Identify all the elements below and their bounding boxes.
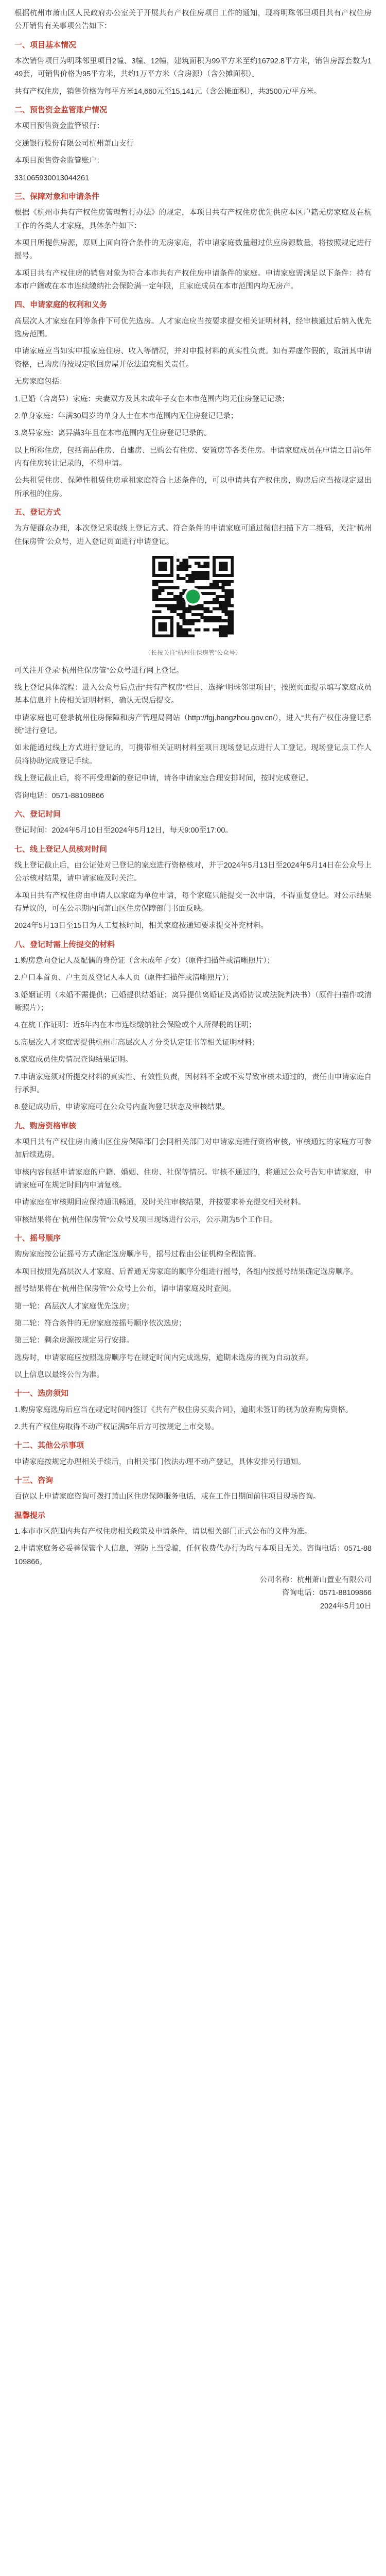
section-paragraph: 2.共有产权住房取得不动产权证满5年后方可按规定上市交易。	[14, 1423, 219, 1431]
section-paragraph: 线上登记截止后，由公证处对已登记的家庭进行资格核对，并于2024年5月13日至2024年5月14日在公众号上公示核对结果，请申请家庭及时关注。	[14, 861, 372, 883]
section-paragraph: 本项目共有产权住房由申请人以家庭为单位申请，每个家庭只能提交一次申请，不得重复登记。对公示结果有异议的，可在公示期内向萧山区住房保障部门书面反映。	[14, 891, 372, 913]
section-paragraph: 审核结果将在“杭州住保房管”公众号及项目现场进行公示，公示期为5个工作日。	[14, 1215, 277, 1224]
section-paragraph: 审核内容包括申请家庭的户籍、婚姻、住房、社保等情况。审核不通过的，将通过公众号告知申请家庭，申请家庭可在规定时间内申请复核。	[14, 1168, 372, 1190]
section-paragraph: 第一轮：高层次人才家庭优先选房；	[14, 1302, 134, 1311]
section-paragraph: 第二轮：符合条件的无房家庭按摇号顺序依次选房；	[14, 1319, 186, 1328]
section-paragraph: 2.单身家庭：年满30周岁的单身人士在本市范围内无住房登记记录；	[14, 412, 238, 420]
section-heading: 十一、选房须知	[14, 1389, 69, 1398]
section-heading: 一、项目基本情况	[14, 40, 77, 49]
registration-paragraph: 线上登记截止后，将不再受理新的登记申请，请各申请家庭合理安排时间，按时完成登记。	[14, 774, 313, 783]
section-paragraph: 1.购房意向登记人及配偶的身份证（含未成年子女）（原件扫描件或清晰照片）；	[14, 956, 275, 965]
section-paragraph: 2.户口本首页、户主页及登记人本人页（原件扫描件或清晰照片）；	[14, 974, 234, 982]
qr-code-block	[14, 553, 372, 658]
section-paragraph: 为方便群众办理，本次登记采取线上登记方式。符合条件的申请家庭可通过微信扫描下方二维码，关注“杭州住保房管”公众号，进入登记页面进行申请登记。	[14, 524, 372, 546]
section-paragraph: 3.离异家庭：离异满3年且在本市范围内无住房登记记录的。	[14, 429, 212, 438]
section-paragraph: 高层次人才家庭在同等条件下可优先选房。人才家庭应当按要求提交相关证明材料，经审核通过后纳入优先选房范围。	[14, 317, 372, 338]
section-paragraph: 百位以上申请家庭咨询可拨打萧山区住房保障服务电话，或在工作日期间前往项目现场咨询。	[14, 1493, 321, 1501]
section-paragraph: 2.申请家庭务必妥善保管个人信息，谨防上当受骗，任何收费代办行为均与本项目无关。咨询电话：0571-88109866。	[14, 1545, 372, 1566]
section-paragraph: 本项目所提供房源，原则上面向符合条件的无房家庭，若申请家庭数量超过供应房源数量，将按照规定进行摇号。	[14, 239, 372, 261]
section-heading: 三、保障对象和申请条件	[14, 192, 100, 201]
section-paragraph: 申请家庭应当如实申报家庭住房、收入等情况，并对申报材料的真实性负责。如有弄虚作假的，取消其申请资格，已购房的按规定收回房屋并依法追究相关责任。	[14, 347, 372, 369]
section-heading: 温馨提示	[14, 1511, 46, 1520]
section-paragraph: 公共租赁住房、保障性租赁住房承租家庭符合上述条件的，可以申请共有产权住房，购房后应当按规定退出所承租的住房。	[14, 477, 372, 498]
section-paragraph: 申请家庭按规定办理相关手续后，由相关部门依法办理不动产登记，具体安排另行通知。	[14, 1458, 306, 1466]
section-heading: 十三、咨询	[14, 1476, 54, 1485]
section-paragraph: 购房家庭按公证摇号方式确定选房顺序号，摇号过程由公证机构全程监督。	[14, 1250, 261, 1259]
section-paragraph: 本项目预售资金监管银行：	[14, 122, 104, 131]
section-paragraph: 摇号结果将在“杭州住保房管”公众号上公布，请申请家庭及时查阅。	[14, 1285, 236, 1294]
section-heading: 十、摇号顺序	[14, 1234, 61, 1243]
registration-details	[14, 665, 372, 803]
section-paragraph: 本项目共有产权住房的销售对象为符合本市共有产权住房申请条件的家庭。申请家庭需满足以下条件：持有本市户籍或在本市连续缴纳社会保险满一定年限，且家庭成员在本市范围内均无房产。	[14, 269, 372, 291]
section-paragraph: 申请家庭在审核期间应保持通讯畅通，及时关注审核结果，并按要求补充提交相关材料。	[14, 1198, 306, 1207]
section-paragraph: 本项目按照先高层次人才家庭、后普通无房家庭的顺序分组进行摇号，各组内按摇号结果确定选房顺序。	[14, 1267, 358, 1276]
qr-code-image[interactable]	[149, 553, 237, 640]
section-paragraph: 无房家庭包括：	[14, 378, 67, 386]
sections-part-one	[14, 39, 372, 549]
section-heading: 六、登记时间	[14, 809, 61, 819]
section-heading: 七、线上登记人员核对时间	[14, 844, 108, 854]
section-paragraph: 交通银行股份有限公司杭州萧山支行	[14, 139, 134, 148]
section-paragraph: 7.申请家庭须对所提交材料的真实性、有效性负责，因材料不全或不实导致审核未通过的，责任由申请家庭自行承担。	[14, 1073, 372, 1094]
qr-caption: （长按关注“杭州住保房管”公众号）	[145, 649, 241, 656]
registration-paragraph: 申请家庭也可登录杭州住房保障和房产管理局网站（http://fgj.hangzhou.gov.cn/），进入“共有产权住房登记系统”进行登记。	[14, 714, 372, 735]
section-paragraph: 1.购房家庭选房后应当在规定时间内签订《共有产权住房买卖合同》，逾期未签订的视为放弃购房资格。	[14, 1405, 353, 1414]
registration-paragraph: 可关注并登录“杭州住保房管”公众号进行网上登记。	[14, 666, 184, 675]
section-paragraph: 本项目预售资金监管账户：	[14, 157, 104, 165]
section-paragraph: 3.婚姻证明（未婚不需提供；已婚提供结婚证；离异提供离婚证及离婚协议或法院判决书）（原件扫描件或清晰照片）；	[14, 991, 372, 1012]
section-heading: 十二、其他公示事项	[14, 1441, 84, 1450]
section-paragraph: 本次销售项目为明珠邻里项目2幢、3幢、12幢，建筑面积为99平方米至约16792.8平方米，销售房源套数为149套，可销售价格为95平方米，共约1万平方米（含房源）（含公摊面积）。	[14, 57, 372, 79]
section-paragraph: 2024年5月13日至15日为人工复核时间，相关家庭按通知要求提交补充材料。	[14, 922, 269, 930]
section-heading: 五、登记方式	[14, 508, 61, 517]
section-paragraph: 331065930013044261	[14, 174, 90, 182]
section-paragraph: 1.已婚（含离异）家庭：夫妻双方及其未成年子女在本市范围内均无住房登记记录；	[14, 395, 290, 403]
section-paragraph: 4.在杭工作证明：近5年内在本市连续缴纳社会保险或个人所得税的证明；	[14, 1021, 256, 1030]
section-paragraph: 以上信息以最终公告为准。	[14, 1371, 104, 1379]
registration-paragraph: 咨询电话：0571-88109866	[14, 791, 104, 800]
section-heading: 四、申请家庭的权利和义务	[14, 300, 108, 310]
section-paragraph: 选房时，申请家庭应按照选房顺序号在规定时间内完成选房，逾期未选房的视为自动放弃。	[14, 1353, 313, 1362]
section-heading: 九、购房资格审核	[14, 1121, 77, 1130]
signature-date: 2024年5月10日	[320, 1602, 372, 1611]
section-paragraph: 1.本市市区范围内共有产权住房相关政策及申请条件，请以相关部门正式公布的文件为准。	[14, 1527, 312, 1536]
section-paragraph: 6.家庭成员住房情况查询结果证明。	[14, 1056, 133, 1064]
section-paragraph: 登记时间：2024年5月10日至2024年5月12日，每天9:00至17:00。	[14, 826, 233, 835]
section-paragraph: 8.登记成功后，申请家庭可在公众号内查询登记状态及审核结果。	[14, 1103, 230, 1112]
registration-paragraph: 线上登记具体流程：进入公众号后点击“共有产权房”栏目，选择“明珠邻里项目”，按照页面提示填写家庭成员基本信息并上传相关证明材料，确认无误后提交。	[14, 683, 372, 705]
section-paragraph: 5.高层次人才家庭需提供杭州市高层次人才分类认定证书等相关证明材料；	[14, 1038, 260, 1047]
intro-paragraph: 根据杭州市萧山区人民政府办公室关于开展共有产权住房项目工作的通知，现将明珠邻里项目共有产权住房公开销售有关事项公告如下：	[14, 9, 372, 31]
signature-org: 公司名称：杭州萧山置业有限公司	[259, 1576, 372, 1584]
section-paragraph: 以上所称住房，包括商品住房、自建房、已购公有住房、安置房等各类住房。申请家庭成员在申请之日前5年内有住房转让记录的，不得申请。	[14, 446, 372, 468]
section-paragraph: 根据《杭州市共有产权住房管理暂行办法》的规定，本项目共有产权住房优先供应本区户籍无房家庭及在杭工作的各类人才家庭，具体条件如下：	[14, 209, 372, 230]
section-paragraph: 第三轮：剩余房源按规定另行安排。	[14, 1336, 134, 1345]
signature-contact: 咨询电话：0571-88109866	[282, 1589, 372, 1598]
section-heading: 二、预售资金监管账户情况	[14, 106, 108, 115]
section-paragraph: 共有产权住房，销售价格为每平方米14,660元至15,141元（含公摊面积），共3500元/平方米。	[14, 87, 322, 96]
logo-icon	[186, 590, 200, 604]
section-paragraph: 本项目共有产权住房由萧山区住房保障部门会同相关部门对申请家庭进行资格审核，审核通过的家庭方可参加后续选房。	[14, 1138, 372, 1160]
section-heading: 八、登记时需上传提交的材料	[14, 940, 115, 949]
sections-part-two	[14, 808, 372, 1569]
registration-paragraph: 如未能通过线上方式进行登记的，可携带相关证明材料至项目现场登记点进行人工登记。现场登记点工作人员将协助完成登记手续。	[14, 744, 372, 766]
signature-block	[14, 1574, 372, 1613]
